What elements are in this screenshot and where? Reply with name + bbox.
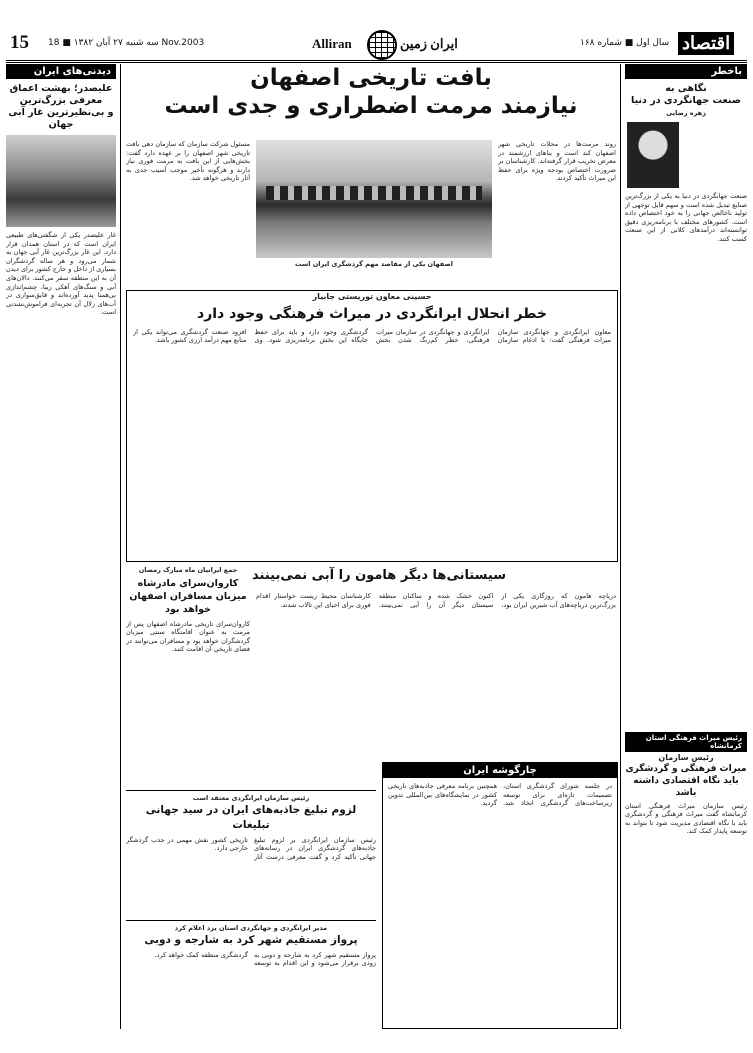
right-sub-body: رئیس سازمان میراث فرهنگی استان کرمانشاه گفت میراث فرهنگی و گردشگری باید با نگاه اقتصادی مدیریت شود تا بتواند به توسعه پایدار کمک کند.: [625, 801, 747, 836]
left-column-label: دیدنی‌های ایران: [6, 64, 116, 79]
bottom-box: [382, 762, 618, 1029]
bridge-photo-caption: اصفهان یکی از مقاصد مهم گردشگری ایران است: [295, 260, 453, 268]
bottom-box-label: چارگوشه ایران: [383, 763, 617, 778]
main-story-body-left: مسئول شرکت سازمان که سازمان دهی بافت تاریخی شهر اصفهان را بر عهده دارد گفت: بخش‌هایی از این بافت به مرمت فوری نیاز دارند و هرگونه تأخیر موجب آسیب جدی به آثار تاریخی خواهد شد.: [126, 140, 250, 183]
right-sub-label: رئیس میراث فرهنگی استان کرمانشاه: [625, 732, 747, 752]
ads-kicker: رئیس سازمان ایرانگردی معتقد است: [192, 794, 310, 802]
flight-body: پرواز مستقیم شهر کرد به شارجه و دوبی به زودی برقرار می‌شود و این اقدام به توسعه گردشگری منطقه کمک خواهد کرد.: [154, 950, 376, 968]
bottom-box-body: در جلسه شورای گردشگری استان، تصمیمات تازه‌ای برای توسعه زیرساخت‌های گردشگری اتخاذ شد. همچنین برنامه معرفی جاذبه‌های تاریخی کشور در نمایشگاه‌های بین‌المللی تدوین گردید.: [388, 782, 612, 808]
brand-persian: ایران زمین: [400, 36, 458, 51]
ads-story: [126, 790, 376, 916]
flight-story: [126, 920, 376, 1021]
caravan-headline: کاروان‌سرای مادرشاه میزبان مسافران اصفهان خواهد بود: [129, 577, 247, 615]
column-divider: [620, 64, 621, 1029]
page-number: 15: [10, 32, 29, 53]
right-column-headline: نگاهی به صنعت جهانگردی در دنیا: [631, 83, 741, 106]
issue-line: سال اول ■ شماره ۱۶۸: [580, 38, 670, 48]
second-story-kicker: حسینی معاون توریستی جابیار: [312, 293, 432, 301]
author-photo: [627, 122, 679, 188]
second-story-body: معاون ایرانگردی و جهانگردی سازمان میراث فرهنگی گفت: با ادغام سازمان ایرانگردی و جهانگردی در سازمان میراث فرهنگی، خطر کم‌رنگ شدن بخش گردشگری وجود دارد و باید برای حفظ جایگاه این بخش برنامه‌ریزی شود. وی افزود صنعت گردشگری می‌تواند یکی از منابع مهم درآمد ارزی کشور باشد.: [133, 327, 611, 345]
main-story-body-right: روند مرمت‌ها در محلات تاریخی شهر اصفهان کند است و بناهای ارزشمند در معرض تخریب قرار گرفته‌اند. کارشناسان بر ضرورت اختصاص بودجه ویژه برای حفظ این میراث تأکید کردند.: [498, 140, 616, 183]
main-headline-line2: نیازمند مرمت اضطراری و جدی است: [164, 93, 578, 119]
bridge-arches: [266, 186, 482, 200]
main-headline-line1: بافت تاریخی اصفهان: [250, 65, 492, 91]
right-sub-story: [625, 732, 747, 1042]
second-story-headline: خطر انحلال ایرانگردی در میراث فرهنگی وجود دارد: [197, 305, 547, 322]
flight-headline: پرواز مستقیم شهر کرد به شارجه و دوبی: [144, 933, 358, 946]
hamoun-headline: سیستانی‌ها دیگر هامون را آبی نمی‌بینند: [252, 568, 506, 583]
right-sub-kicker: رئیس سازمان: [658, 754, 714, 762]
page-header: [6, 30, 747, 63]
caravan-story: [126, 566, 250, 770]
brand-latin: Alliran: [312, 36, 352, 51]
right-sub-headline: میراث فرهنگی و گردشگری باید نگاه اقتصادی داشته باشد: [625, 763, 747, 798]
globe-icon: [367, 30, 397, 60]
right-column: [625, 64, 747, 1029]
main-story: [126, 64, 616, 120]
bridge-photo: [256, 140, 492, 258]
ads-headline: لزوم تبلیغ جاذبه‌های ایران در سید جهانی تبلیغات: [145, 803, 357, 831]
ads-body: رئیس سازمان ایرانگردی بر لزوم تبلیغ جاذبه‌های گردشگری ایران در رسانه‌های جهانی تأکید کرد و گفت معرفی درست آثار تاریخی کشور نقش مهمی در جذب گردشگر خارجی دارد.: [126, 835, 376, 861]
left-column-headline: علیصدر؛ بهشت اعماق معرفی بزرگ‌ترین و بی‌نظیرترین غار آبی جهان: [8, 83, 114, 130]
date-line: سه شنبه ۲۷ آبان ۱۳۸۲ ■ 18 Nov.2003: [48, 38, 205, 48]
caravan-body: کاروان‌سرای تاریخی مادرشاه اصفهان پس از مرمت به عنوان اقامتگاه سنتی میزبان گردشگران خواهد بود و مسافران می‌توانند در فضای تاریخی آن اقامت کنند.: [126, 619, 250, 654]
right-column-author: زهره رضایی: [666, 109, 706, 117]
flight-kicker: مدیر ایرانگردی و جهانگردی استان یزد اعلام کرد: [174, 924, 328, 932]
right-column-body: صنعت جهانگردی در دنیا به یکی از بزرگ‌ترین صنایع تبدیل شده است و سهم قابل توجهی از تولید ناخالص جهانی را به خود اختصاص داده است. کشورهای مختلف با برنامه‌ریزی دقیق توانسته‌اند درآمدهای کلانی از این صنعت کسب کنند.: [625, 192, 747, 243]
right-column-label: باخطر: [625, 64, 747, 79]
column-divider: [120, 64, 121, 1029]
section-masthead: اقتصاد: [678, 32, 734, 55]
left-column-body: غار علیصدر یکی از شگفتی‌های طبیعی ایران است که در استان همدان قرار دارد. این غار بزرگ‌ترین غار آبی جهان به شمار می‌رود و هر ساله گردشگران بسیاری از داخل و خارج کشور برای دیدن آن به این منطقه سفر می‌کنند. دالان‌های آبی و سنگ‌های آهکی زیبا، چشم‌اندازی بی‌همتا پدید آورده‌اند و قایق‌سواری در آب‌های زلال آن تجربه‌ای فراموش‌نشدنی است.: [6, 231, 116, 317]
caravan-kicker: جمع ایرانیان ماه مبارک رمضان: [138, 566, 238, 574]
hamoun-body: دریاچه هامون که روزگاری یکی از بزرگ‌ترین دریاچه‌های آب شیرین ایران بود، اکنون خشک شده و ساکنان منطقه سیستان دیگر آن را آبی نمی‌بینند. کارشناسان محیط زیست خواستار اقدام فوری برای احیای این تالاب شدند.: [256, 592, 616, 609]
left-column: [6, 64, 116, 1024]
second-story-box: [126, 290, 618, 562]
cave-photo: [6, 135, 116, 227]
